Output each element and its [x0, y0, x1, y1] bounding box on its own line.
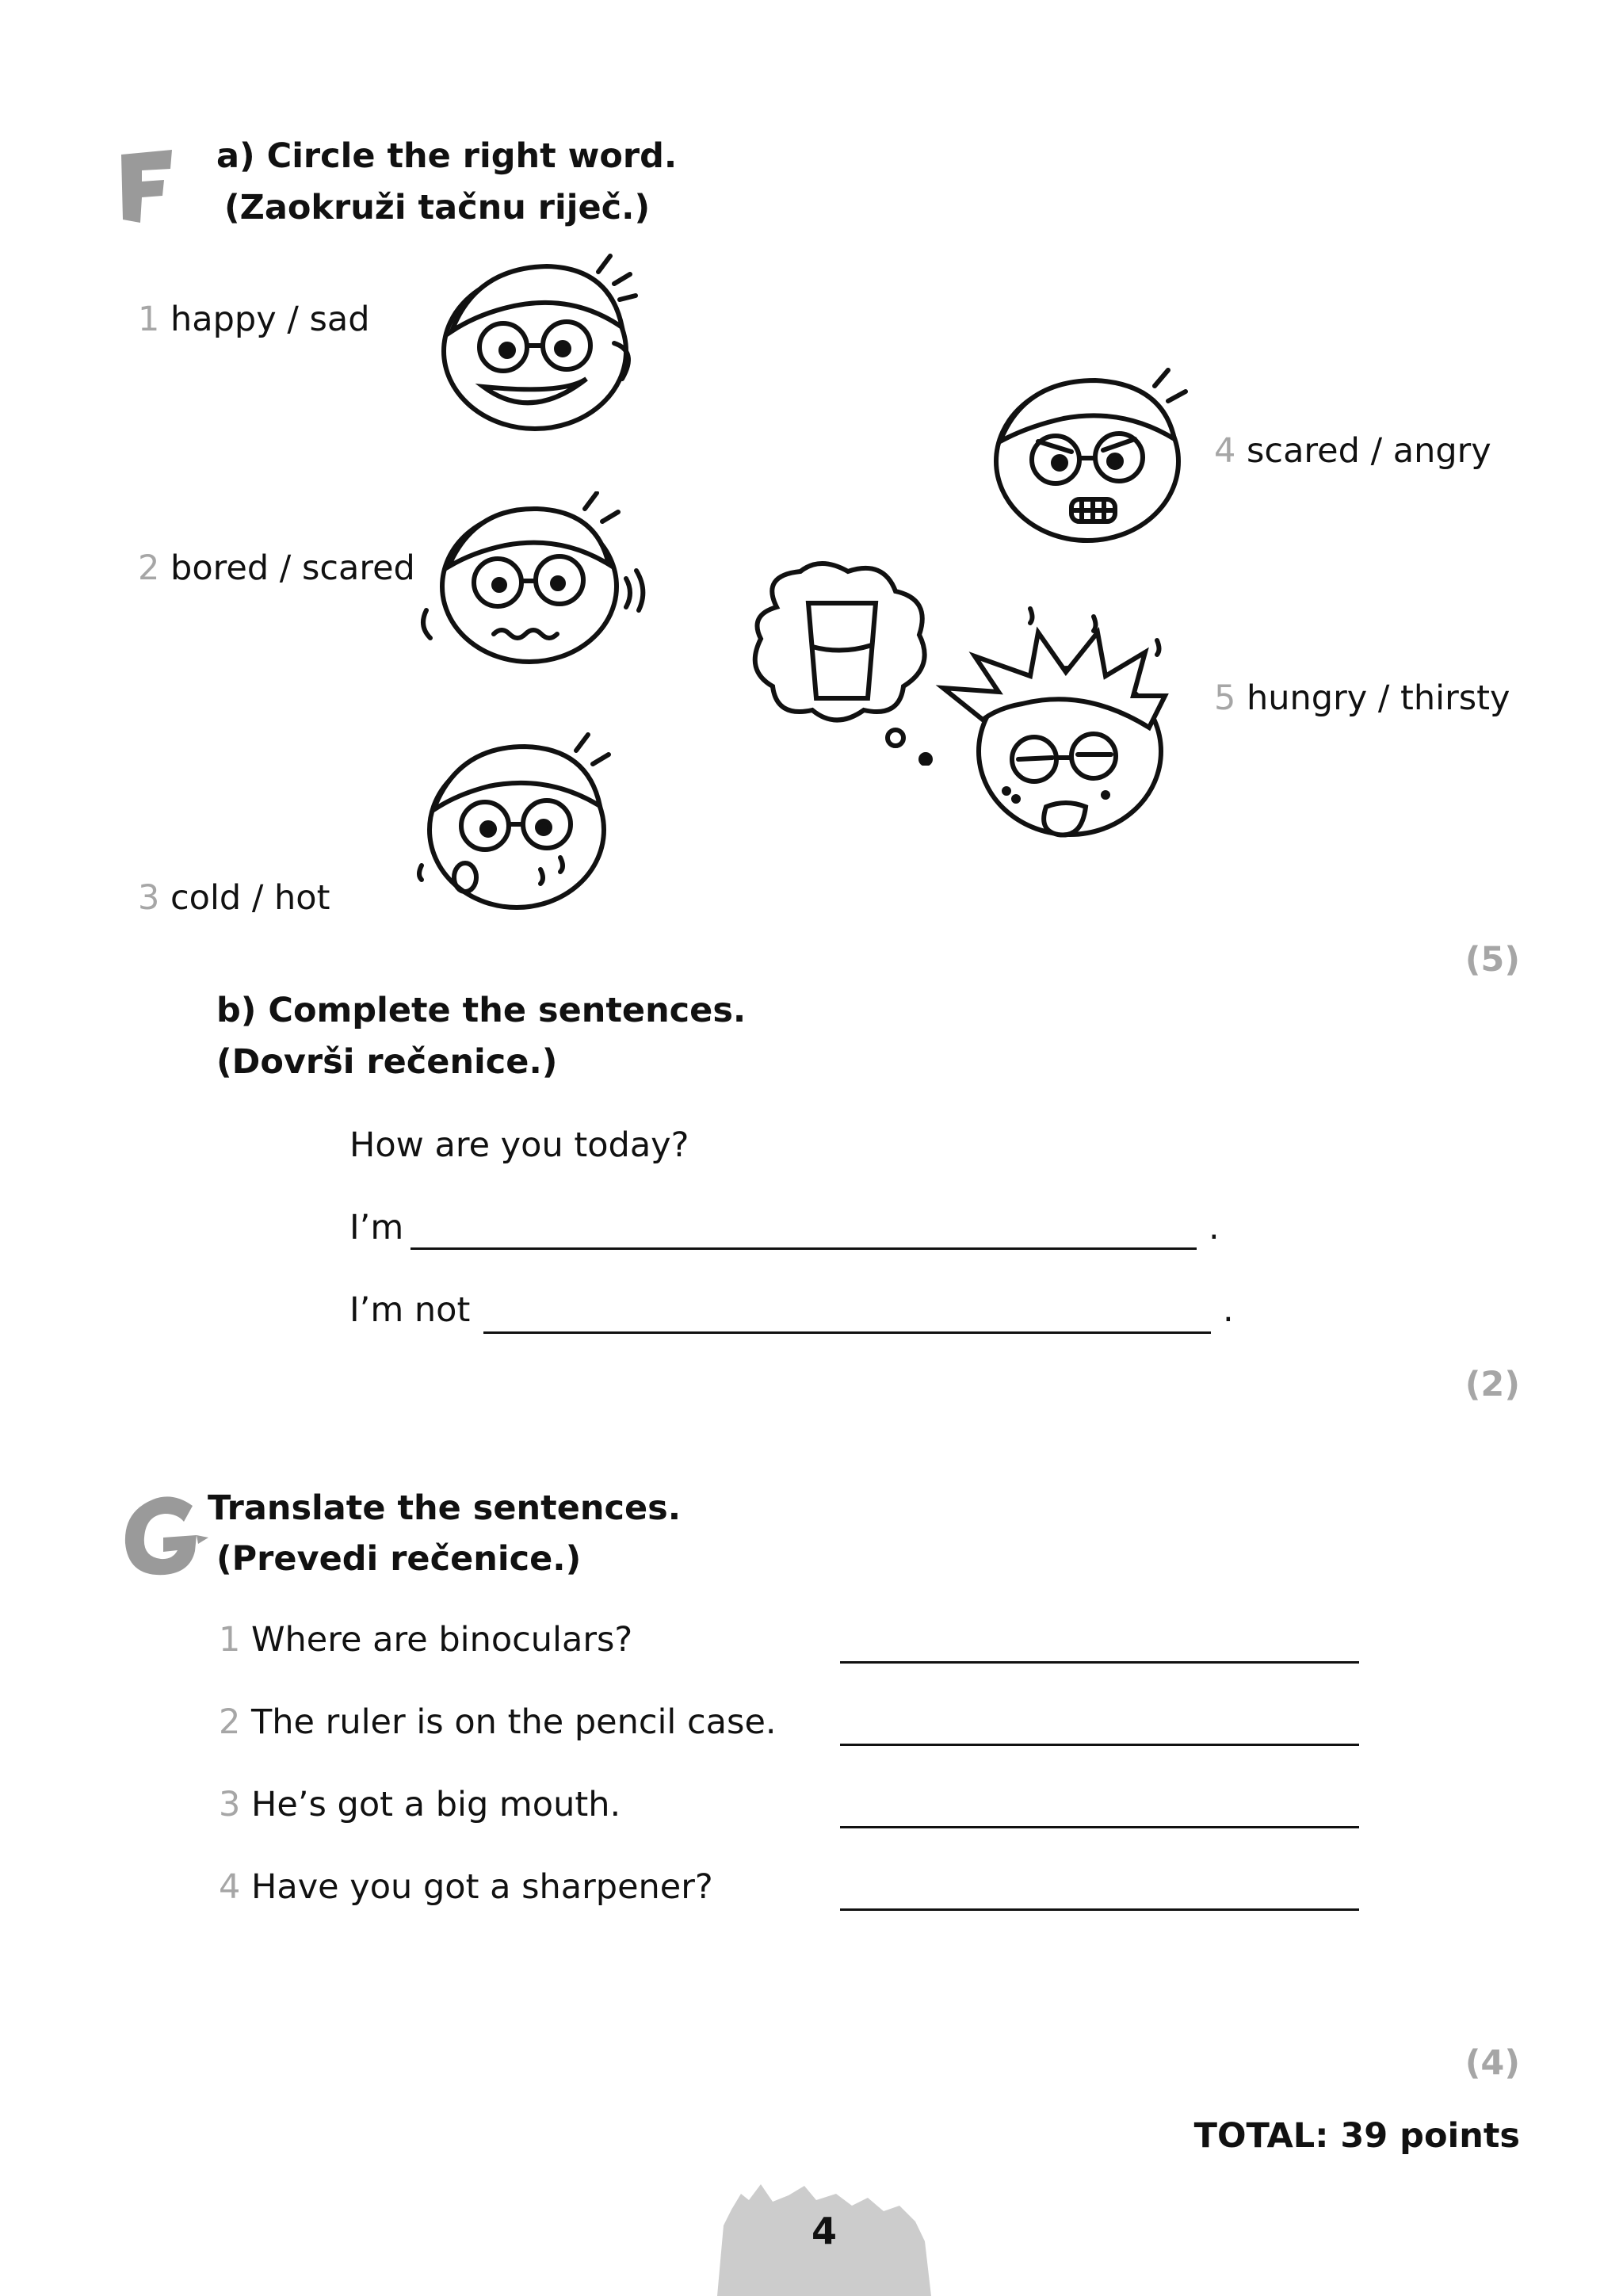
translation-line-4[interactable]	[840, 1908, 1359, 1911]
part-b-subtitle: (Dovrši rečenice.)	[216, 1042, 558, 1082]
thought-bubble-glass-illustration	[745, 560, 943, 769]
part-b-points: (2)	[1465, 1365, 1520, 1404]
item-sentence: Where are binoculars?	[251, 1620, 633, 1660]
item-choices[interactable]: happy / sad	[170, 300, 370, 339]
item-number: 4	[1214, 431, 1236, 471]
item-choices[interactable]: hungry / thirsty	[1247, 678, 1510, 718]
page-number-tab	[717, 2162, 931, 2296]
section-g-subtitle: (Prevedi rečenice.)	[216, 1539, 582, 1579]
circle-item-5	[1214, 678, 1510, 720]
question-text: How are you today?	[349, 1125, 689, 1165]
translation-line-3[interactable]	[840, 1826, 1359, 1828]
item-sentence: The ruler is on the pencil case.	[251, 1702, 777, 1742]
item-number: 3	[219, 1785, 241, 1824]
item-choices[interactable]: cold / hot	[170, 878, 330, 918]
section-f-letter	[115, 147, 178, 226]
item-number: 2	[138, 548, 160, 588]
period: .	[1223, 1290, 1234, 1330]
section-g-title: Translate the sentences.	[208, 1488, 682, 1528]
circle-item-1	[138, 300, 370, 341]
item-sentence: Have you got a sharpener?	[251, 1867, 713, 1907]
part-a-points: (5)	[1465, 940, 1520, 980]
period: .	[1209, 1208, 1220, 1247]
translate-item-2	[219, 1702, 777, 1744]
translate-item-1	[219, 1620, 632, 1661]
answer-line-2[interactable]	[483, 1331, 1211, 1334]
sentence-line-2-label: I’m not	[349, 1290, 471, 1330]
item-choices[interactable]: scared / angry	[1247, 431, 1491, 471]
scared-face-illustration	[418, 491, 656, 677]
circle-item-2	[138, 548, 415, 590]
part-b-title: b) Complete the sentences.	[216, 991, 747, 1030]
translation-line-2[interactable]	[840, 1744, 1359, 1746]
page-number: 4	[811, 2210, 837, 2252]
item-number: 2	[219, 1702, 241, 1742]
total-points: TOTAL: 39 points	[1193, 2116, 1520, 2156]
angry-face-illustration	[976, 366, 1198, 552]
sentence-line-1-label: I’m	[349, 1208, 404, 1247]
item-number: 5	[1214, 678, 1236, 718]
circle-item-4	[1214, 431, 1491, 472]
item-number: 3	[138, 878, 160, 918]
section-g-letter	[117, 1492, 208, 1580]
item-choices[interactable]: bored / scared	[170, 548, 415, 588]
part-a-subtitle: (Zaokruži tačnu riječ.)	[224, 188, 651, 227]
thirsty-face-illustration	[927, 601, 1197, 858]
section-g-points: (4)	[1465, 2043, 1520, 2083]
happy-face-illustration	[428, 252, 650, 445]
translate-item-4	[219, 1867, 713, 1908]
item-sentence: He’s got a big mouth.	[251, 1785, 621, 1824]
part-a-title: a) Circle the right word.	[216, 136, 678, 176]
answer-line-1[interactable]	[411, 1247, 1197, 1250]
circle-item-3	[138, 878, 330, 919]
hot-face-illustration	[406, 731, 628, 924]
item-number: 4	[219, 1867, 241, 1907]
item-number: 1	[219, 1620, 241, 1660]
translation-line-1[interactable]	[840, 1661, 1359, 1664]
item-number: 1	[138, 300, 160, 339]
translate-item-3	[219, 1785, 621, 1826]
